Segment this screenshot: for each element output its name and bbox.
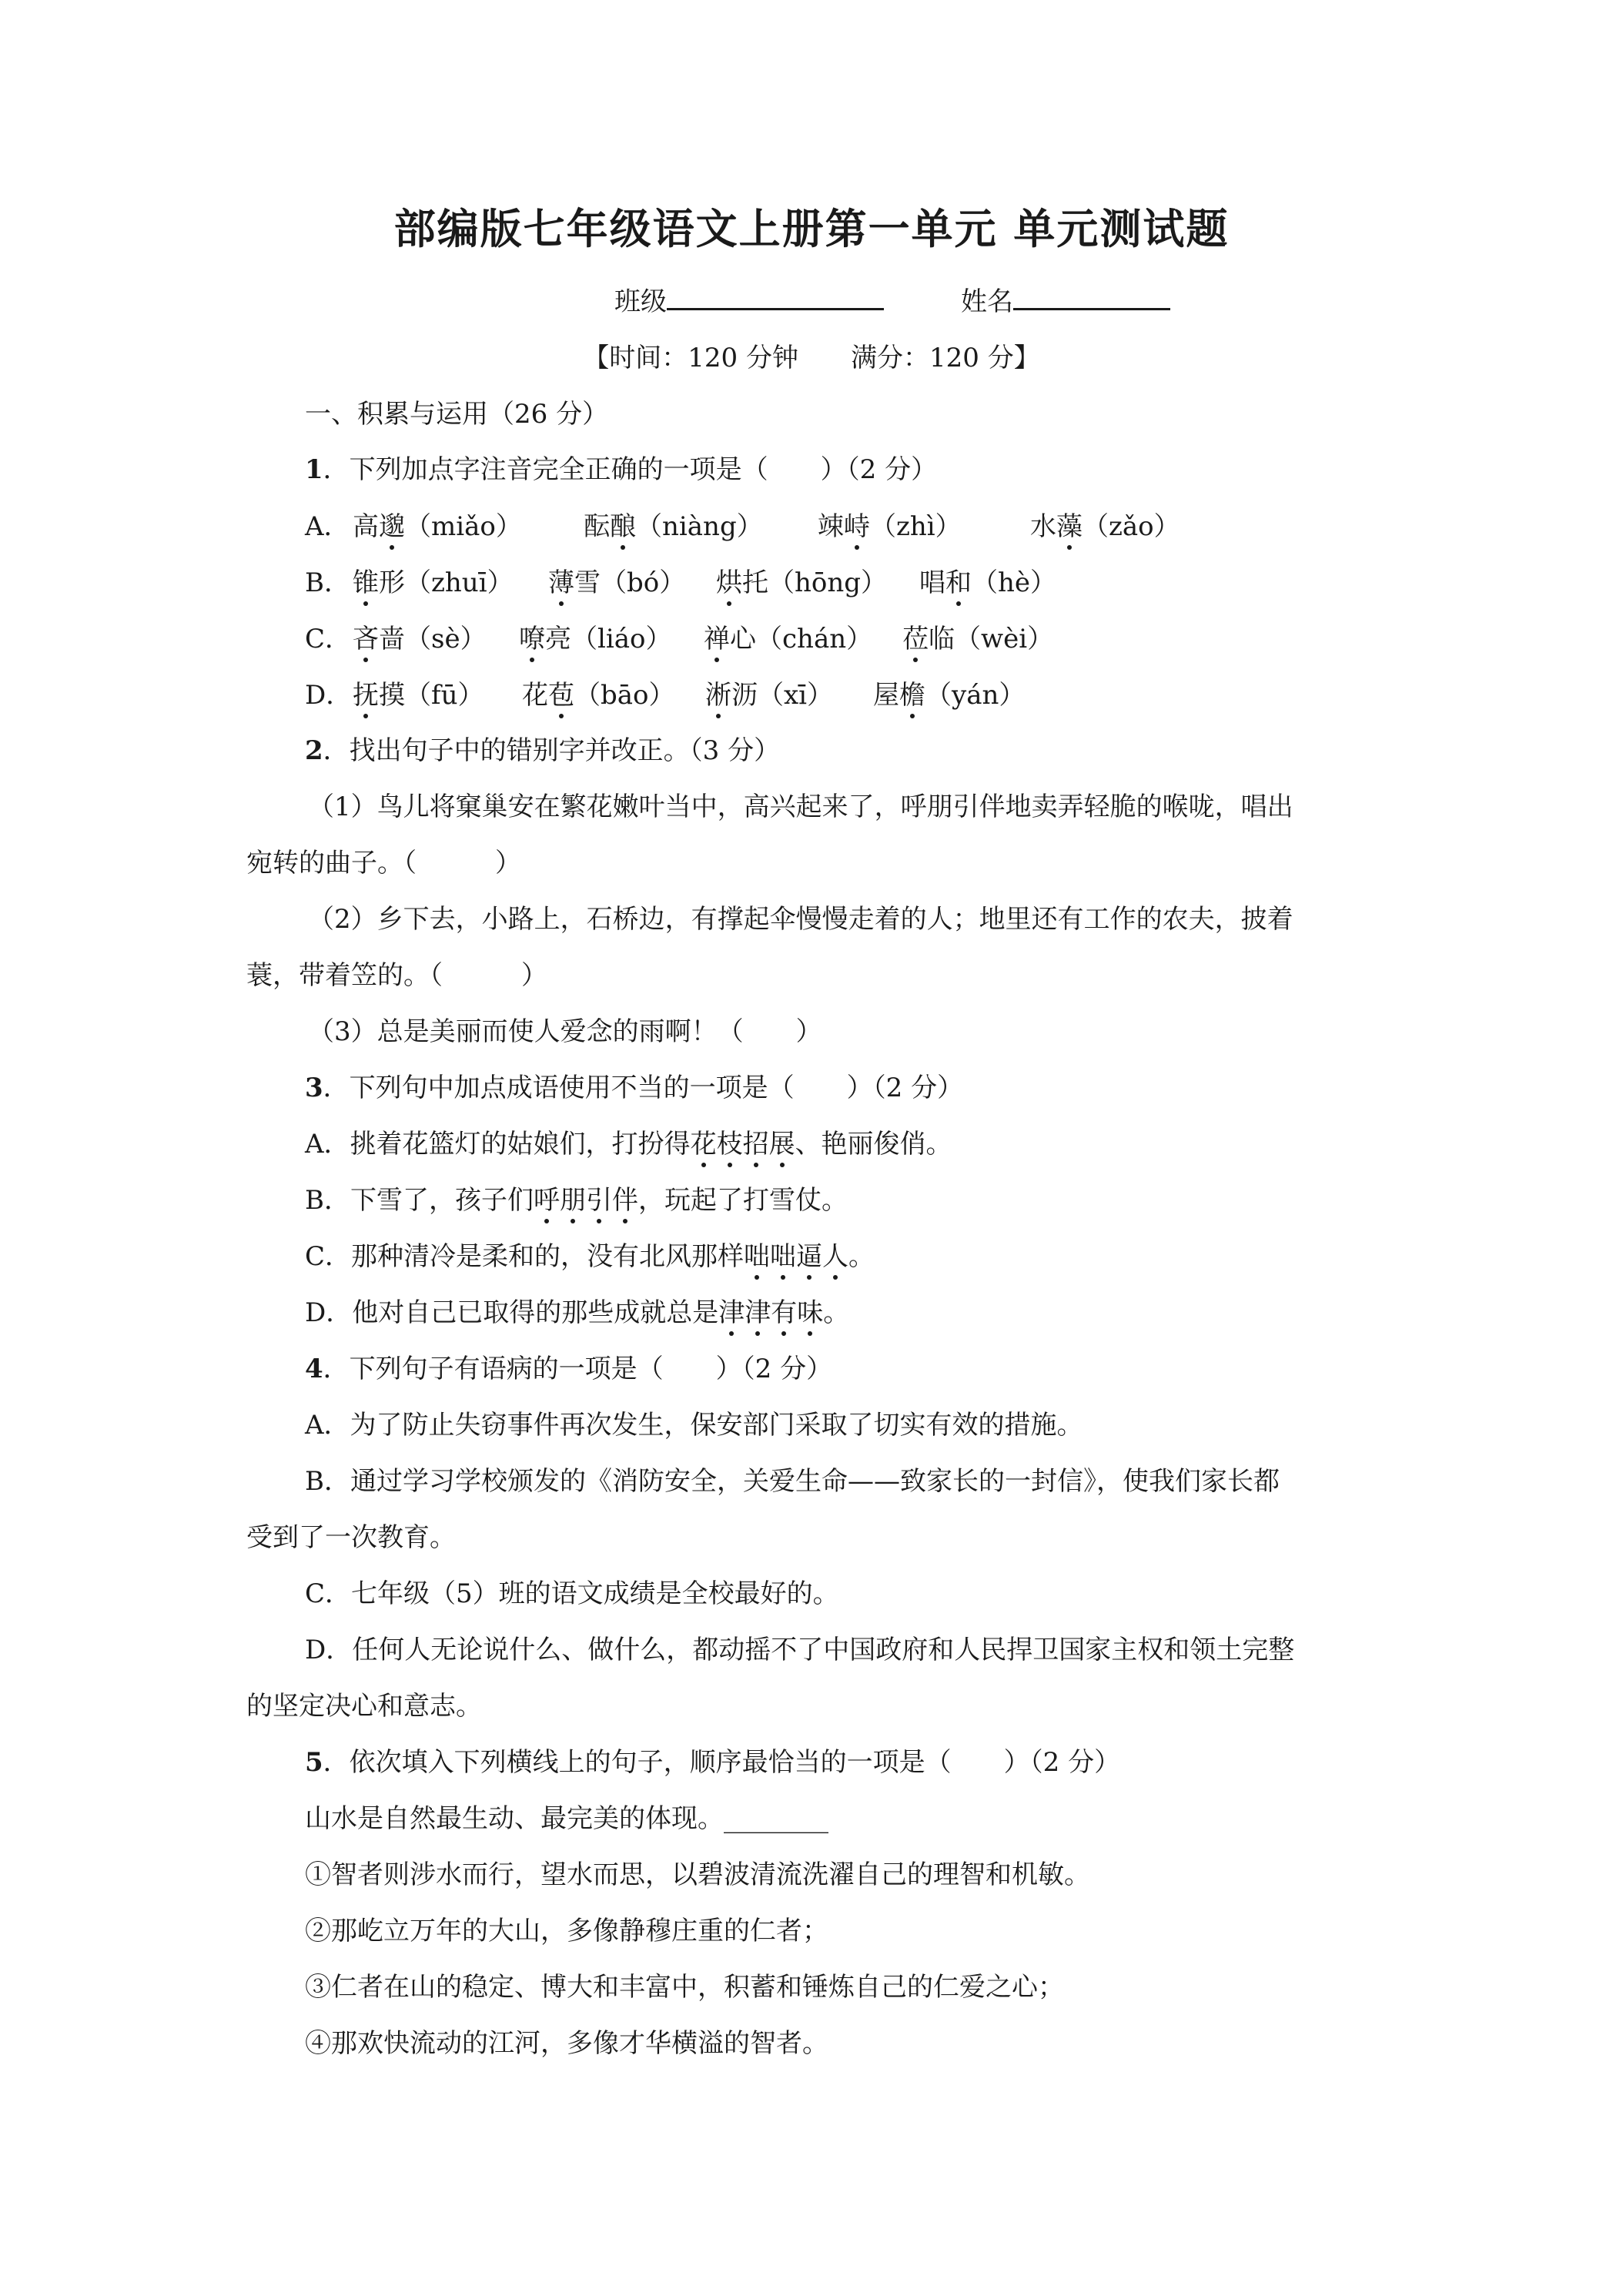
q1-b-item3: 烘托（hōng）: [716, 567, 888, 598]
time-info: 【时间：120 分钟 满分：120 分】: [583, 343, 1040, 373]
q1-stem: [305, 453, 937, 487]
q2-text: ．找出句子中的错别字并改正。（3 分）: [323, 735, 781, 766]
q1-option-a: [305, 510, 1398, 544]
q1-option-c: [305, 622, 1398, 656]
q1-c-item1: 吝啬（sè）: [353, 624, 487, 654]
q5-sentence-3: ③仁者在山的稳定、博大和丰富中，积蓄和锤炼自己的仁爱之心；: [305, 1972, 1064, 2003]
dotted-idiom: 花枝招展: [690, 1129, 795, 1160]
q1-a-item4: 水藻（zǎo）: [1030, 511, 1180, 542]
q1-b-item4: 唱和（hè）: [919, 567, 1057, 598]
q1-c-item4: 莅临（wèi）: [902, 624, 1054, 654]
q3-option-d: D．他对自己已取得的那些成就总是津津有味。: [305, 1297, 850, 1328]
q5-sentence-2: ②那屹立万年的大山，多像静穆庄重的仁者；: [305, 1916, 828, 1946]
q1-c-item3: 禅心（chán）: [704, 624, 873, 654]
q3-option-b: B．下雪了，孩子们呼朋引伴，玩起了打雪仗。: [305, 1185, 848, 1216]
class-blank[interactable]: [667, 282, 884, 310]
name-field: [961, 282, 1170, 319]
q4-option-b-line1: B．通过学习学校颁发的《消防安全，关爱生命——致家长的一封信》，使我们家长都: [305, 1466, 1280, 1497]
q5-stem: [305, 1745, 1120, 1779]
q5-intro: 山水是自然最生动、最完美的体现。________: [305, 1803, 828, 1834]
q1-a-item2: 酝酿（niàng）: [584, 511, 763, 542]
q5-sentence-1: ①智者则涉水而行，望水而思，以碧波清流洗濯自己的理智和机敏。: [305, 1859, 1090, 1890]
q4-option-b-line2: 受到了一次教育。: [246, 1522, 456, 1553]
q3-text: ．下列句中加点成语使用不当的一项是（ ）（2 分）: [323, 1073, 964, 1103]
option-label: D．: [305, 680, 353, 711]
option-label: B．: [305, 567, 350, 598]
q1-option-b: [305, 566, 1398, 600]
dotted-idiom: 呼朋引伴: [534, 1185, 638, 1216]
q3-option-a: A．挑着花篮灯的姑娘们，打扮得花枝招展、艳丽俊俏。: [305, 1129, 952, 1160]
q2-sentence1-line2: 宛转的曲子。（ ）: [246, 848, 521, 879]
q1-a-item3: 竦峙（zhì）: [818, 511, 962, 542]
name-blank[interactable]: [1013, 282, 1170, 310]
name-label: 姓名: [961, 286, 1013, 317]
q2-sentence2-line2: 蓑，带着笠的。（ ）: [246, 960, 547, 991]
q2-number: 2: [305, 735, 323, 766]
class-label: 班级: [614, 286, 667, 317]
q3-stem: [305, 1071, 963, 1105]
q1-a-item1: 高邈（miǎo）: [353, 511, 522, 542]
q5-number: 5: [305, 1747, 323, 1778]
q4-option-d-line2: 的坚定决心和意志。: [246, 1691, 482, 1722]
q3-option-c: C．那种清冷是柔和的，没有北风那样咄咄逼人。: [305, 1241, 875, 1272]
q1-option-d: [305, 678, 1398, 712]
q4-option-a: A．为了防止失窃事件再次发生，保安部门采取了切实有效的措施。: [305, 1410, 1083, 1441]
page-title: 部编版七年级语文上册第一单元 单元测试题: [393, 205, 1230, 253]
q1-number: 1: [305, 454, 323, 485]
dotted-idiom: 津津有味: [718, 1297, 824, 1328]
q4-text: ．下列句子有语病的一项是（ ）（2 分）: [323, 1354, 833, 1384]
q4-number: 4: [305, 1354, 323, 1384]
q2-stem: [305, 734, 780, 768]
class-field: [614, 282, 884, 319]
q1-d-item1: 抚摸（fū）: [353, 680, 484, 711]
q5-text: ．依次填入下列横线上的句子，顺序最恰当的一项是（ ）（2 分）: [323, 1747, 1121, 1778]
dotted-idiom: 咄咄逼人: [744, 1241, 849, 1272]
q5-sentence-4: ④那欢快流动的江河，多像才华横溢的智者。: [305, 2028, 828, 2059]
q1-d-item4: 屋檐（yán）: [873, 680, 1026, 711]
option-label: C．: [305, 624, 352, 654]
q4-option-d-line1: D．任何人无论说什么、做什么，都动摇不了中国政府和人民捍卫国家主权和领土完整: [305, 1635, 1295, 1665]
q4-stem: [305, 1352, 832, 1386]
q1-c-item2: 嘹亮（liáo）: [519, 624, 672, 654]
q1-d-item3: 淅沥（xī）: [705, 680, 834, 711]
section-heading: 一、积累与运用（26 分）: [305, 399, 609, 430]
q2-sentence3: （3）总是美丽而使人爱念的雨啊！（ ）: [308, 1016, 822, 1047]
q1-text: ．下列加点字注音完全正确的一项是（ ）（2 分）: [323, 454, 938, 485]
option-label: A．: [305, 511, 350, 542]
q2-sentence1-line1: （1）鸟儿将窠巢安在繁花嫩叶当中，高兴起来了，呼朋引伴地卖弄轻脆的喉咙，唱出: [308, 792, 1293, 822]
q2-sentence2-line1: （2）乡下去，小路上，石桥边，有撑起伞慢慢走着的人；地里还有工作的农夫，披着: [308, 904, 1293, 935]
q3-number: 3: [305, 1073, 323, 1103]
q1-b-item2: 薄雪（bó）: [548, 567, 686, 598]
q1-d-item2: 花苞（bāo）: [522, 680, 675, 711]
q4-option-c: C．七年级（5）班的语文成绩是全校最好的。: [305, 1578, 839, 1609]
q1-b-item1: 锥形（zhuī）: [353, 567, 514, 598]
